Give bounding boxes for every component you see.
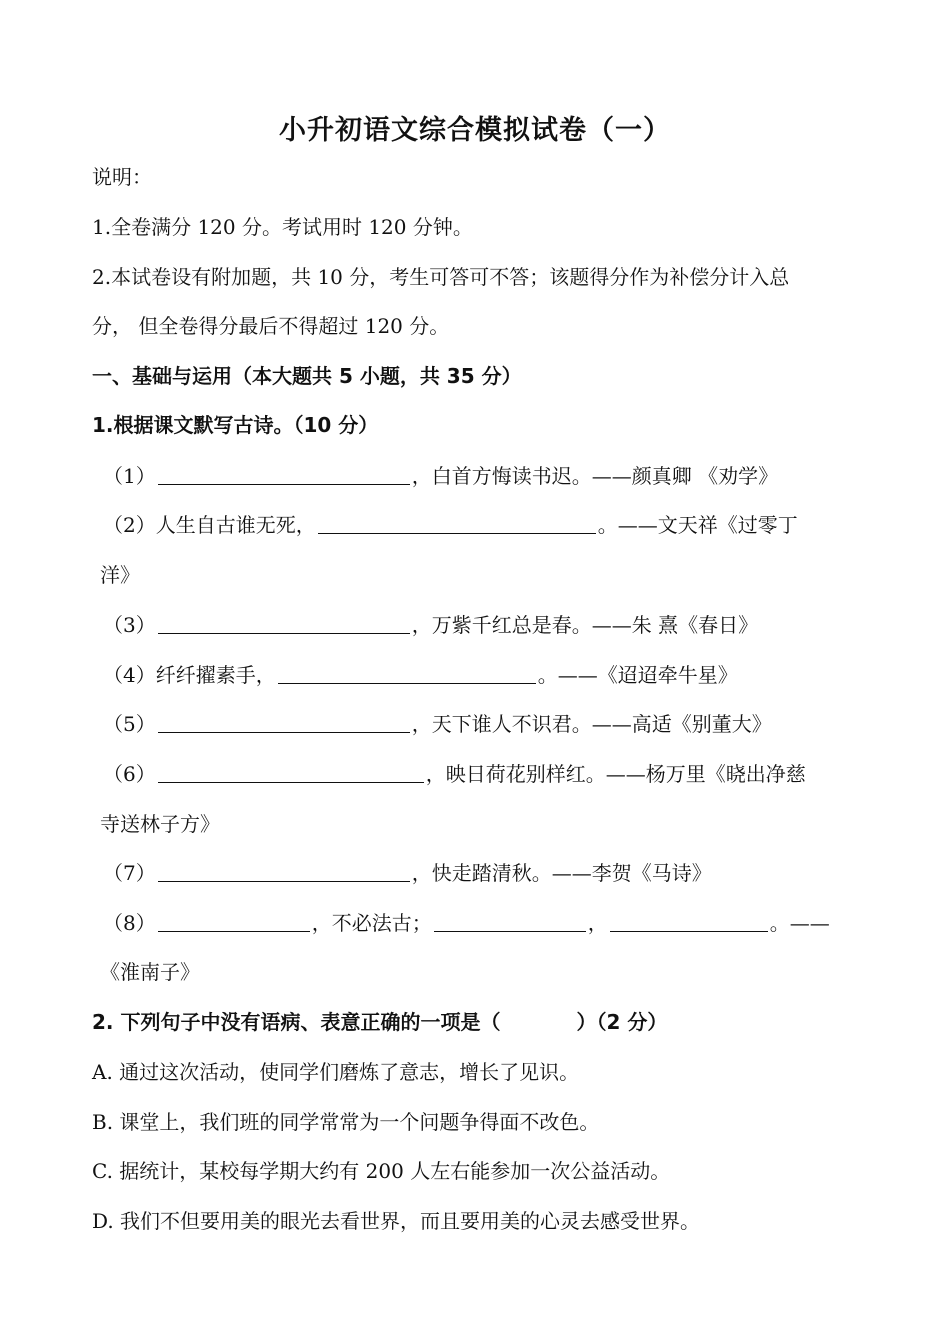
- question-2-text: 2. 下列句子中没有语病、表意正确的一项是（: [92, 1010, 501, 1034]
- item-prefix: （8）: [103, 911, 156, 935]
- answer-blank[interactable]: [318, 511, 596, 534]
- poem-item-4: [103, 660, 738, 690]
- item-suffix: ，快走踏清秋。——李贺《马诗》: [411, 861, 712, 885]
- instruction-item-2-cont: 分， 但全卷得分最后不得超过 120 分。: [92, 314, 450, 338]
- answer-blank[interactable]: [158, 611, 410, 634]
- item-suffix: ，白首方悔读书迟。——颜真卿 《劝学》: [411, 464, 779, 488]
- instruction-item-2: 2.本试卷设有附加题，共 10 分，考生可答可不答；该题得分作为补偿分计入总: [92, 265, 790, 289]
- answer-blank[interactable]: [158, 760, 424, 783]
- item-prefix: （7）: [103, 861, 156, 885]
- poem-item-2-cont: 洋》: [100, 563, 140, 587]
- poem-item-8: [103, 908, 830, 938]
- answer-blank[interactable]: [610, 909, 768, 932]
- section-heading: 一、基础与运用（本大题共 5 小题，共 35 分）: [92, 364, 522, 388]
- option-c: C. 据统计，某校每学期大约有 200 人左右能参加一次公益活动。: [92, 1159, 671, 1183]
- poem-item-7: [103, 858, 712, 888]
- item-suffix: 。——: [769, 911, 830, 935]
- item-prefix: （4）纤纤擢素手，: [103, 663, 276, 687]
- answer-blank[interactable]: [158, 710, 410, 733]
- item-mid: ，: [587, 911, 608, 935]
- item-suffix: ，万紫千红总是春。——朱 熹《春日》: [411, 613, 759, 637]
- option-a: A. 通过这次活动，使同学们磨炼了意志，增长了见识。: [92, 1060, 580, 1084]
- item-prefix: （6）: [103, 762, 156, 786]
- item-prefix: （3）: [103, 613, 156, 637]
- poem-item-6-cont: 寺送林子方》: [100, 812, 220, 836]
- answer-blank[interactable]: [158, 462, 410, 485]
- poem-item-2: [103, 510, 798, 540]
- question-1-heading: 1.根据课文默写古诗。（10 分）: [92, 413, 379, 437]
- poem-item-5: [103, 709, 772, 739]
- poem-item-1: [103, 461, 778, 491]
- answer-blank[interactable]: [158, 909, 310, 932]
- instruction-item-1: 1.全卷满分 120 分。考试用时 120 分钟。: [92, 215, 473, 239]
- option-b: B. 课堂上，我们班的同学常常为一个问题争得面不改色。: [92, 1110, 600, 1134]
- poem-item-3: [103, 610, 758, 640]
- question-2-heading: [92, 1007, 667, 1037]
- answer-blank[interactable]: [278, 661, 536, 684]
- item-prefix: （5）: [103, 712, 156, 736]
- question-2-points: ）（2 分）: [576, 1010, 668, 1034]
- item-suffix: ，映日荷花别样红。——杨万里《晓出净慈: [425, 762, 806, 786]
- instructions-heading: 说明：: [92, 165, 152, 189]
- item-suffix: 。——文天祥《过零丁: [597, 513, 798, 537]
- poem-item-6: [103, 759, 806, 789]
- option-d: D. 我们不但要用美的眼光去看世界，而且要用美的心灵去感受世界。: [92, 1209, 701, 1233]
- item-prefix: （2）人生自古谁无死，: [103, 513, 316, 537]
- item-suffix: 。——《迢迢牵牛星》: [537, 663, 738, 687]
- answer-blank[interactable]: [434, 909, 586, 932]
- item-mid: ，不必法古；: [311, 911, 432, 935]
- page-title: 小升初语文综合模拟试卷（一）: [279, 115, 671, 146]
- item-suffix: ，天下谁人不识君。——高适《别董大》: [411, 712, 772, 736]
- answer-blank[interactable]: [158, 859, 410, 882]
- item-prefix: （1）: [103, 464, 156, 488]
- poem-item-8-cont: 《淮南子》: [100, 960, 200, 984]
